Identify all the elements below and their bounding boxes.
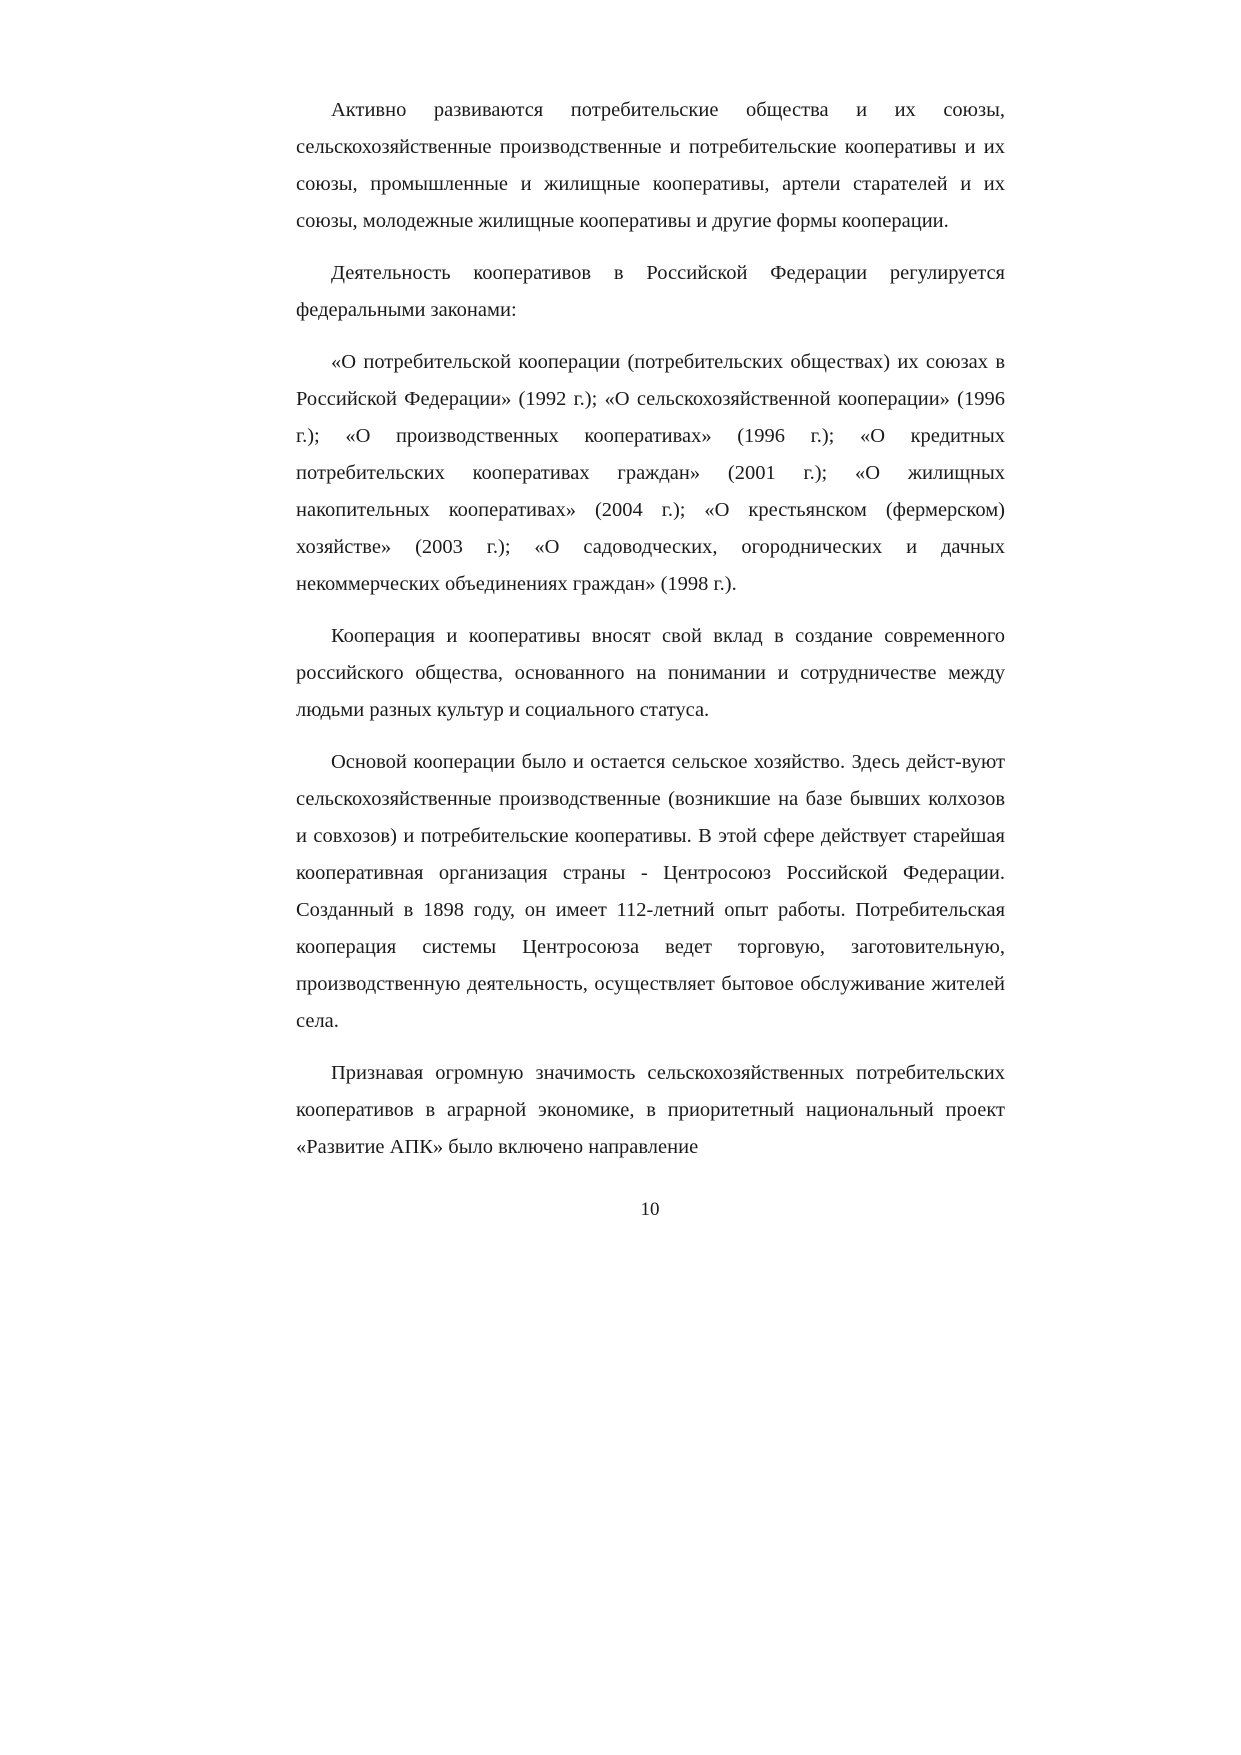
body-text [296,92,1005,1166]
paragraph-federal-laws-list: «О потребительской кооперации (потребительских обществах) их союзах в Российской Федерации» (1992 г.); «О сельскохозяйственной кооперации» (1996 г.); «О производственных кооперативах» (1996 г.); «О кредитных потребительских кооперативах граждан» (2001 г.); «О жилищных накопительных кооперативах» (2004 г.); «О крестьянском (фермерском) хозяйстве» (2003 г.); «О садоводческих, огороднических и дачных некоммерческих объединениях граждан» (1998 г.). [296,351,1005,595]
paragraph-agriculture: Основой кооперации было и остается сельское хозяйство. Здесь дейст-вуют сельскохозяйственные производственные (возникшие на базе бывших колхозов и совхозов) и потребительские кооперативы. В этой сфере действует старейшая кооперативная организация страны - Центросоюз Российской Федерации. Созданный в 1898 году, он имеет 112-летний опыт работы. Потребительская кооперация системы Центросоюза ведет торговую, заготовительную, производственную деятельность, осуществляет бытовое обслуживание жителей села. [296,751,1005,1032]
page-number: 10 [640,1199,660,1220]
paragraph-contribution: Кооперация и кооперативы вносят свой вклад в создание современного российского общества, основанного на понимании и сотрудничестве между людьми разных культур и социального статуса. [296,625,1005,721]
paragraph-national-project: Признавая огромную значимость сельскохозяйственных потребительских кооперативов в аграрной экономике, в приоритетный национальный проект «Развитие АПК» было включено направление [296,1062,1005,1158]
paragraph-cooperative-forms: Активно развиваются потребительские общества и их союзы, сельскохозяйственные производственные и потребительские кооперативы и их союзы, промышленные и жилищные кооперативы, артели старателей и их союзы, молодежные жилищные кооперативы и другие формы кооперации. [296,99,1005,232]
paragraph-federal-laws-intro: Деятельность кооперативов в Российской Федерации регулируется федеральными законами: [296,262,1005,321]
